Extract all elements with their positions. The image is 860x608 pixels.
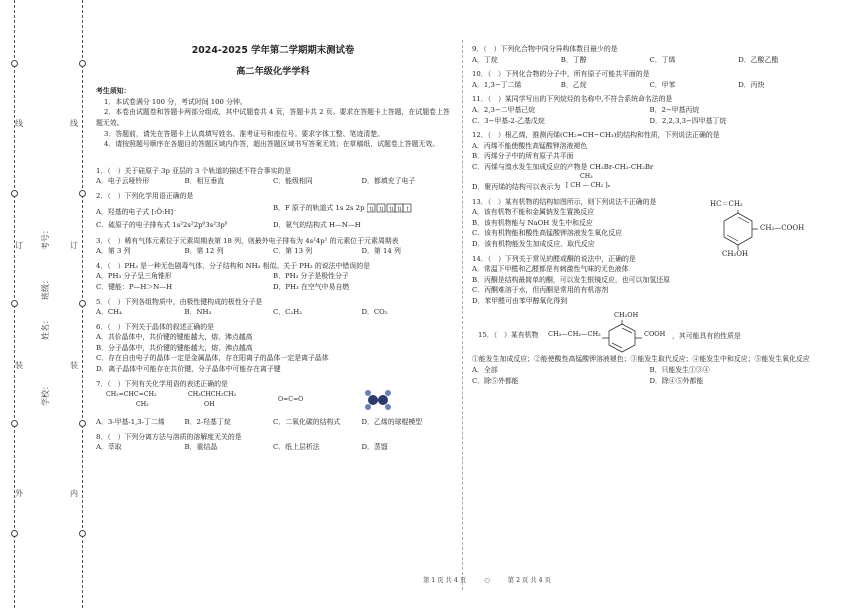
binding-hole xyxy=(11,530,18,537)
q15-properties: ①能发生加成反应；②能使酸性高锰酸钾溶液褪色；③能发生取代反应；④能发生中和反应；⑤能发生氧化反应 xyxy=(472,355,810,364)
binding-hole xyxy=(79,60,86,67)
option-b: B．分子晶体中，共价键的键能越大，熔、沸点越高 xyxy=(96,343,253,352)
notice-heading: 考生须知： xyxy=(96,87,131,96)
option-c: C．纸上层析法 xyxy=(273,443,320,452)
option-c: C．能级相同 xyxy=(273,177,313,186)
page-number-left: 第 1 页 共 4 页 xyxy=(423,577,467,584)
option-b: B．重结晶 xyxy=(184,443,218,452)
option-b: B．第 12 列 xyxy=(184,247,224,256)
exam-number-label: 考号： xyxy=(41,226,50,250)
svg-text:⇅: ⇅ xyxy=(368,205,374,213)
question-9 xyxy=(472,44,827,65)
binding-hole xyxy=(11,190,18,197)
question-4 xyxy=(96,261,450,293)
option-b: B．丙烯分子中的所有原子共平面 xyxy=(472,152,574,161)
option-d: D．苯甲醛可由苯甲醇氧化得到 xyxy=(472,296,568,305)
acetic-acid-group: CH₂—COOH xyxy=(760,223,805,232)
question-13 xyxy=(472,197,827,258)
option-d: D．都填充了电子 xyxy=(361,177,416,186)
structure-text: CH₃ xyxy=(136,401,149,409)
option-d-text: D．聚丙烯的结构可以表示为 xyxy=(472,182,561,191)
right-column xyxy=(472,44,827,386)
option-a: A．该有机物不能和金属钠发生置换反应 xyxy=(472,208,595,217)
option-b: B．丙酮是结构最简单的酮，可以发生银镜反应，也可以加氢还原 xyxy=(472,275,670,284)
question-11 xyxy=(472,94,827,126)
option-c: C．丙酮难溶于水，但丙酮是常用的有机溶剂 xyxy=(472,286,609,295)
option-c: C．硫原子的电子排布式 1s²2s²2p⁶3s²3p⁶ xyxy=(96,220,228,229)
option-b: B．丁醇 xyxy=(560,55,587,64)
option-c: C．丙烯与溴水发生加成反应的产物是 CH₂Br-CH₂-CH₂Br xyxy=(472,162,654,171)
option-a: A．CH₄ xyxy=(96,308,122,317)
notice-item: 3．答题前，请先在答题卡上认真填写姓名、准考证号和座位号。要求字体工整、笔迹清楚。 xyxy=(104,129,385,138)
question-stem: 10．（ ）下列化合物的分子中，所有原子可能共平面的是 xyxy=(472,70,650,79)
question-stem: 6．（ ）下列关于晶体的叙述正确的是 xyxy=(96,322,215,331)
option-d: D．蒸馏 xyxy=(361,443,388,452)
question-stem: 7．（ ）下列有关化学用语的表述正确的是 xyxy=(96,379,228,388)
hydroxymethyl-group: CH₂OH xyxy=(722,249,749,258)
page-number-right: 第 2 页 共 4 页 xyxy=(507,577,551,584)
question-stem: 14．（ ）下列关于常见的醛或酮的说法中，正确的是 xyxy=(472,254,636,263)
option-c: C．3−甲基-2-乙基戊烷 xyxy=(472,116,545,125)
option-d: D．PH₃ 在空气中易自燃 xyxy=(273,282,350,291)
option-c: C．该有机物能和酸性高锰酸钾溶液发生氧化反应 xyxy=(472,229,622,238)
propyl-chain: CH₃—CH₂—CH₂ xyxy=(548,330,601,339)
inner-mark: 线 xyxy=(70,119,78,128)
option-d: D．氨气的结构式 H—N—H xyxy=(273,220,361,229)
structure-text: CH₃CHCH₂CH₃ xyxy=(188,391,236,399)
option-a: A．2,3−二甲基己烷 xyxy=(472,105,536,114)
question-stem: 5．（ ）下列各组物质中，由极性键构成的极性分子是 xyxy=(96,297,263,306)
option-a: A．羟基的电子式 [:Ö:H]⁻ xyxy=(96,207,177,216)
structure-text: CH₂=CHC=CH₂ xyxy=(106,391,157,399)
polymer-methyl: CH₃ xyxy=(580,172,593,180)
option-a: A．全部 xyxy=(472,366,498,375)
option-b: B．该有机物能与 NaOH 发生中和反应 xyxy=(472,218,593,227)
option-d: D．CO₂ xyxy=(361,308,388,317)
question-2 xyxy=(96,191,450,232)
notice-item: 4．请按照题号顺序在各题目的答题区域内作答，超出答题区域书写答案无效；在草稿纸、试题卷上答题无效。 xyxy=(104,140,440,149)
question-3 xyxy=(96,236,450,257)
option-b xyxy=(273,202,450,219)
column-divider xyxy=(462,40,463,590)
question-6 xyxy=(96,322,450,375)
option-b: B．PH₃ 分子是极性分子 xyxy=(273,272,349,281)
outer-mark: 线 xyxy=(15,119,23,128)
exam-title: 2024-2025 学年第二学期期末测试卷 xyxy=(191,45,355,56)
benzene-ring xyxy=(718,210,758,250)
question-15 xyxy=(472,311,827,354)
inner-mark: 内 xyxy=(70,489,78,498)
option-a: A．第 3 列 xyxy=(96,247,131,256)
question-12 xyxy=(472,130,827,192)
question-stem: 9．（ ）下列化合物中同分异构体数目最少的是 xyxy=(472,45,618,53)
question-stem: 8．（ ）下列分离方法与溶质的溶解度无关的是 xyxy=(96,432,242,441)
question-1 xyxy=(96,166,450,187)
option-c: C．存在自由电子的晶体一定是金属晶体，存在阳离子的晶体一定是离子晶体 xyxy=(96,354,329,363)
option-a: A．PH₃ 分子呈三角锥形 xyxy=(96,272,172,281)
binding-hole xyxy=(11,420,18,427)
option-b: B．只能发生①③④ xyxy=(649,366,710,375)
question-8 xyxy=(96,432,450,453)
option-a: A．丁烷 xyxy=(472,55,498,64)
svg-text:⇅: ⇅ xyxy=(396,205,402,213)
benzene-ring xyxy=(602,320,642,354)
binding-hole xyxy=(11,60,18,67)
option-b-text: B．F 原子的轨道式 1s 2s 2p xyxy=(273,203,365,212)
option-c: C．丁烯 xyxy=(649,55,676,64)
option-d: D．丙炔 xyxy=(738,80,765,89)
structure-text: O=C=O xyxy=(278,396,304,404)
svg-text:⇅: ⇅ xyxy=(388,205,394,213)
question-stem: 15．（ ）某有机物 xyxy=(478,331,539,340)
hydroxymethyl-group: CH₂OH xyxy=(614,311,639,320)
option-a: A．3-甲基-1,3-丁二烯 xyxy=(96,418,165,427)
question-stem: 3．（ ）稀有气体元素位于元素周期表第 18 列，则最外电子排布为 4s²4p¹ 的元素位于元素周期表 xyxy=(96,236,399,245)
question-stem: 1．（ ）关于硅原子 3p 亚层的 3 个轨道的描述不符合事实的是 xyxy=(96,166,292,175)
option-d: D．乙烯的球棍模型 xyxy=(361,418,423,427)
polymer-chain: [ CH — CH₂ ]ₙ xyxy=(566,181,611,189)
svg-text:↑: ↑ xyxy=(404,205,410,213)
inner-mark: 装 xyxy=(70,361,78,370)
option-b: B．NH₃ xyxy=(184,308,212,317)
svg-text:⇅: ⇅ xyxy=(378,205,384,213)
inner-mark: 订 xyxy=(70,241,78,250)
notice-item: 1．本试卷满分 100 分，考试时间 100 分钟。 xyxy=(104,97,247,106)
binding-hole xyxy=(79,190,86,197)
option-b: B．2−甲基丙烷 xyxy=(649,105,700,114)
binding-hole xyxy=(79,300,86,307)
option-d: D．第 14 列 xyxy=(361,247,401,256)
question-7 xyxy=(96,379,450,428)
option-b: B．乙烷 xyxy=(560,80,587,89)
option-c: C．除⑤外都能 xyxy=(472,376,519,385)
binding-hole xyxy=(11,300,18,307)
left-column xyxy=(96,40,450,453)
carboxyl-group: COOH xyxy=(644,330,666,339)
question-stem: 11．（ ）某同学写出的下列烷烃的名称中,不符合系统命名法的是 xyxy=(472,95,673,104)
notice-item: 2．本卷由试题卷和答题卡两部分组成，其中试题卷共 4 页，答题卡共 2 页。要求在答题卡上答题，在试题卷上答题无效。 xyxy=(96,108,450,127)
option-c: C．第 13 列 xyxy=(273,247,313,256)
option-d: D．离子晶体中可能存在共价键，分子晶体中可能存在离子键 xyxy=(96,365,281,374)
option-c: C．C₂H₂ xyxy=(273,308,302,317)
option-a: A．1,3−丁二烯 xyxy=(472,80,522,89)
question-stem: 4．（ ）PH₃ 是一种无色剧毒气体，分子结构和 NH₃ 相似。关于 PH₃ 的说法中错误的是 xyxy=(96,261,370,270)
option-a: A．共价晶体中，共价键的键能越大，熔、沸点越高 xyxy=(96,333,253,342)
option-b: B．相互垂直 xyxy=(184,177,225,186)
footer-circle: ○ xyxy=(484,577,490,584)
outer-mark: 外 xyxy=(15,489,23,498)
option-a: A．电子云哑铃形 xyxy=(96,177,150,186)
question-10 xyxy=(472,69,827,90)
option-b: B．2-羟基丁烷 xyxy=(184,418,231,427)
option-d: D．除④⑤外都能 xyxy=(649,376,704,385)
option-a: A．丙烯不能使酸性高锰酸钾溶液褪色 xyxy=(472,141,588,150)
exam-notice xyxy=(96,86,450,150)
option-c: C．键能：P—H＞N—H xyxy=(96,282,173,291)
question-stem: 2．（ ）下列化学用语正确的是 xyxy=(96,191,194,200)
school-label: 学校： xyxy=(41,382,50,406)
structure-text: OH xyxy=(204,401,215,409)
question-stem: 13．（ ）某有机物的结构如图所示，则下列说法不正确的是 xyxy=(472,197,657,206)
question-stem: 12．（ ）根乙烯，推测丙烯(CH₂=CH−CH₃)的结构和性质，下列说法正确的是 xyxy=(472,131,720,140)
question-stem-tail: ，其可能具有的性质是 xyxy=(672,332,741,341)
outer-mark: 订 xyxy=(15,241,23,250)
q15-options xyxy=(472,365,827,386)
option-c: C．二氧化碳的结构式 xyxy=(273,418,341,427)
ethylene-ball-stick-model xyxy=(364,389,392,411)
option-c: C．甲苯 xyxy=(649,80,676,89)
option-d: D．该有机物能发生加成反应、取代反应 xyxy=(472,239,595,248)
exam-subtitle: 高二年级化学学科 xyxy=(236,65,310,77)
option-a: A．常温下甲醛和乙醛都是有刺激性气味的无色液体 xyxy=(472,265,629,274)
question-5 xyxy=(96,297,450,318)
q13-structure xyxy=(708,201,828,263)
name-label: 姓名： xyxy=(41,316,50,340)
outer-mark: 装 xyxy=(15,361,23,370)
q7-structures xyxy=(96,389,450,417)
class-label: 班级： xyxy=(41,276,50,300)
vinyl-group: HC＝CH₂ xyxy=(710,199,743,208)
binding-hole xyxy=(79,530,86,537)
page-footer xyxy=(415,575,559,584)
option-d: D．乙酸乙酯 xyxy=(738,55,779,64)
binding-hole xyxy=(79,420,86,427)
option-a: A．萃取 xyxy=(96,443,122,452)
orbital-diagram xyxy=(367,203,415,213)
option-d xyxy=(472,173,827,193)
option-d: D．2,2,3,3−四甲基丁烷 xyxy=(649,116,727,125)
